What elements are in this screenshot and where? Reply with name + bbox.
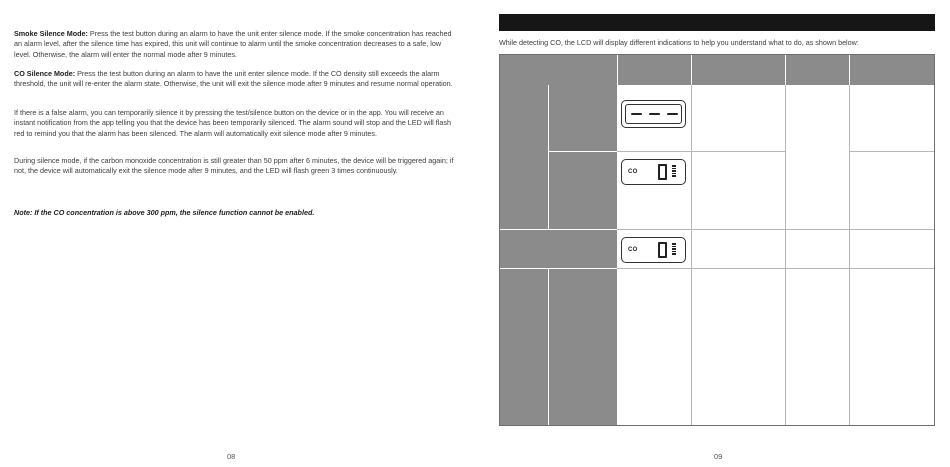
note-text: Note: If the CO concentration is above 300 ppm, the silence function cannot be enabled.: [14, 208, 315, 217]
false-alarm-paragraph: If there is a false alarm, you can temporarily silence it by pressing the test/silence button on the device or in the app. You will receive an instant notification from the app telling you that the device has been temporarily silenced. The alarm sound will stop and the LED will flash red to remind you that the alarm has been silenced. The alarm will automatically exit silence mode after 9 minutes.: [14, 108, 451, 138]
table-header-cell-5: [850, 55, 934, 85]
lcd-co-zero-display-2: [621, 237, 686, 263]
smoke-silence-paragraph: [14, 29, 454, 60]
table-header-cell-1: [500, 55, 617, 85]
table-header-cell-3: [692, 55, 785, 85]
page-number-right: 09: [714, 452, 723, 461]
row-4-label-cell: [549, 269, 617, 425]
lcd-co-zero-display: [621, 159, 686, 185]
co-silence-label: CO Silence Mode:: [14, 69, 76, 78]
row-group-4-label-cell: [500, 269, 548, 425]
smoke-silence-text: Press the test button during an alarm to have the unit enter silence mode. If the smoke concentration has reached an alarm level, after the silence time has expired, this unit will continue to alarm until the smoke concentration decreases to a safe, low level. Otherwise, the alarm will enter the normal mode after 9 minutes.: [14, 29, 452, 59]
during-silence-paragraph: During silence mode, if the carbon monoxide concentration is still greater than 50 ppm after 6 minutes, the device will be triggered again; if not, the device will automatically exit the silence mode after 9 minutes, and the LED will flash green 3 times continuously.: [14, 156, 454, 176]
lcd-dashes-display: [621, 100, 686, 128]
lcd-dash: [667, 113, 678, 115]
lcd-level-icon: [672, 243, 676, 256]
row-group-1-label-cell: [500, 85, 548, 229]
lcd-co-label: CO: [628, 247, 638, 253]
intro-text: While detecting CO, the LCD will display different indications to help you understand what to do, as shown below:: [499, 38, 859, 47]
table-header-cell-4: [786, 55, 849, 85]
lcd-dash: [631, 113, 642, 115]
section-header-bar: [499, 14, 935, 31]
row-1-label-cell: [549, 85, 617, 151]
row-2-label-cell: [549, 152, 617, 229]
co-silence-text: Press the test button during an alarm to have the unit enter silence mode. If the CO density still exceeds the alarm threshold, the unit will re-enter the alarm state. Otherwise, the unit will exit the silence mode after 9 minutes and resume normal operation.: [14, 69, 453, 89]
page-number-left: 08: [227, 452, 236, 461]
lcd-co-label: CO: [628, 169, 638, 175]
lcd-indication-table: [499, 54, 935, 426]
lcd-dash: [649, 113, 660, 115]
right-page: [475, 0, 950, 467]
lcd-zero-digit: [658, 164, 667, 180]
row-3-label-cell: [500, 230, 617, 268]
lcd-zero-digit: [658, 242, 667, 258]
smoke-silence-label: Smoke Silence Mode:: [14, 29, 88, 38]
table-header-cell-2: [618, 55, 691, 85]
co-silence-paragraph: [14, 69, 454, 90]
lcd-level-icon: [672, 165, 676, 178]
